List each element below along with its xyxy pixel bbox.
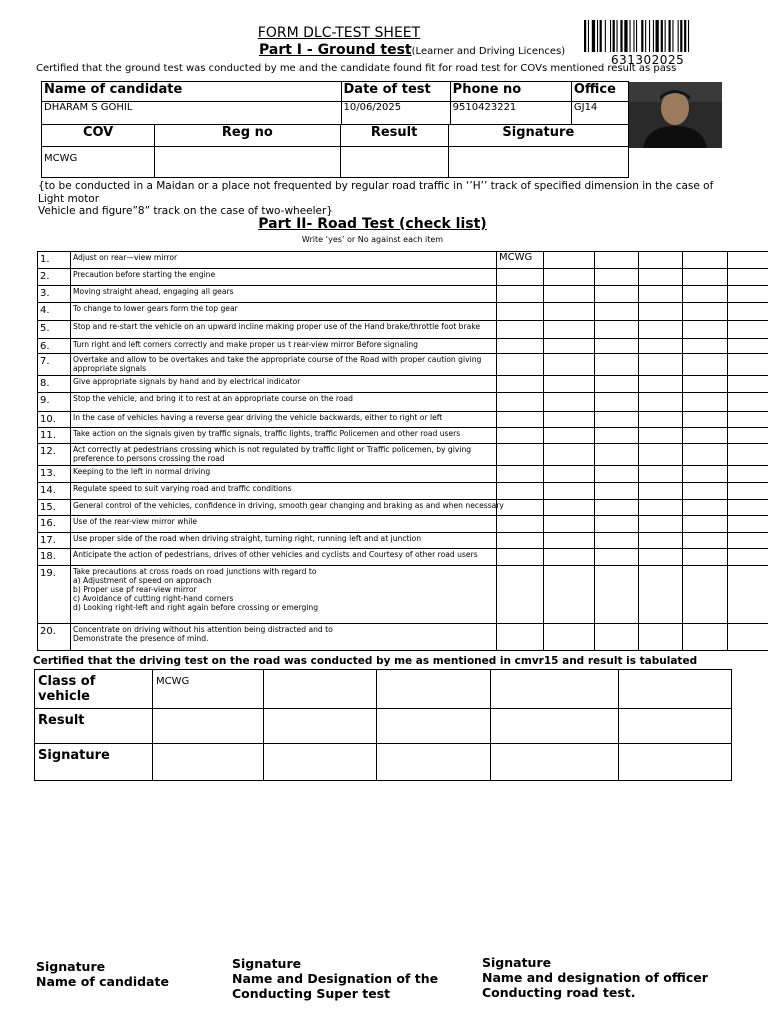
item-text: Turn right and left corners correctly and make proper us t rear-view mirror Before signaling xyxy=(73,340,418,349)
barcode-bar xyxy=(605,20,606,52)
item-text: Give appropriate signals by hand and by electrical indicator xyxy=(73,377,301,386)
super-test-name-line-2: Conducting Super test xyxy=(232,986,391,1001)
check-cell xyxy=(683,624,728,651)
check-cell xyxy=(728,354,768,376)
item-number: 5. xyxy=(38,321,71,339)
road-result-table xyxy=(34,669,732,781)
item19-a: a) Adjustment of speed on approach xyxy=(73,576,212,585)
check-cell xyxy=(683,393,728,412)
checklist-row xyxy=(38,428,768,444)
barcode-bar xyxy=(620,20,622,52)
check-cell xyxy=(595,624,639,651)
check-cell xyxy=(683,412,728,428)
check-cell xyxy=(497,321,544,339)
checklist-row xyxy=(38,466,768,483)
checklist-row xyxy=(38,549,768,566)
check-cell xyxy=(683,354,728,376)
check-cell xyxy=(639,466,683,483)
check-cell xyxy=(595,483,639,500)
check-cell xyxy=(728,483,768,500)
item-description xyxy=(71,533,497,549)
item-text: Overtake and allow to be overtakes and take the appropriate course of the Road with proper caution giving xyxy=(73,355,482,364)
part2-title: Part II- Road Test (check list) xyxy=(258,216,487,232)
super-test-name-line-1: Name and Designation of the xyxy=(232,971,439,986)
barcode-bar xyxy=(645,20,646,52)
check-cell xyxy=(497,269,544,286)
check-cell xyxy=(544,376,595,393)
item-description xyxy=(71,412,497,428)
check-cell xyxy=(728,566,768,624)
item-number: 8. xyxy=(38,376,71,393)
signature-row-label: Signature xyxy=(35,744,153,781)
item-description xyxy=(71,252,497,269)
item-description xyxy=(71,339,497,354)
check-cell xyxy=(544,252,595,269)
test-date: 10/06/2025 xyxy=(341,102,450,125)
item-description xyxy=(71,516,497,533)
item-description xyxy=(71,624,497,651)
item-text: Anticipate the action of pedestrians, drives of other vehicles and cyclists and Courtesy of other road users xyxy=(73,550,478,559)
class-value: MCWG xyxy=(153,670,264,709)
item-number: 20. xyxy=(38,624,71,651)
item-description xyxy=(71,428,497,444)
barcode-bar xyxy=(610,20,611,52)
check-cell xyxy=(683,444,728,466)
barcode-bar xyxy=(633,20,634,52)
item-description xyxy=(71,303,497,321)
candidate-name-label: Name of candidate xyxy=(36,974,169,989)
item-description xyxy=(71,376,497,393)
cov-table xyxy=(41,124,629,178)
date-label: Date of test xyxy=(341,82,450,102)
item-description xyxy=(71,500,504,516)
check-cell xyxy=(544,412,595,428)
check-cell xyxy=(544,354,595,376)
checklist-row xyxy=(38,252,768,269)
candidate-name: DHARAM S GOHIL xyxy=(42,102,342,125)
barcode-bar xyxy=(617,20,618,52)
cov-label: COV xyxy=(42,125,155,147)
check-cell xyxy=(639,339,683,354)
checklist-row xyxy=(38,516,768,533)
checklist-row xyxy=(38,566,768,624)
check-cell xyxy=(595,339,639,354)
check-cell xyxy=(639,500,683,516)
barcode-bar xyxy=(656,20,659,52)
item-text: Moving straight ahead, engaging all gears xyxy=(73,287,234,296)
item-number: 19. xyxy=(38,566,71,624)
check-cell xyxy=(728,286,768,303)
item-number: 16. xyxy=(38,516,71,533)
barcode-bar xyxy=(684,20,686,52)
item19-lead: Take precautions at cross roads on road junctions with regard to xyxy=(73,567,317,576)
checklist-row xyxy=(38,303,768,321)
checklist-row xyxy=(38,483,768,500)
item-number: 14. xyxy=(38,483,71,500)
result-row-label: Result xyxy=(35,709,153,744)
item-text: To change to lower gears form the top gear xyxy=(73,304,238,313)
reg-label: Reg no xyxy=(155,125,340,147)
check-cell xyxy=(683,376,728,393)
item-text: Use of the rear-view mirror while xyxy=(73,517,198,526)
candidate-photo xyxy=(629,82,722,148)
check-cell xyxy=(497,516,544,533)
check-cell xyxy=(728,500,768,516)
item-text: Stop the vehicle, and bring it to rest at an appropriate course on the road xyxy=(73,394,353,403)
barcode-bar xyxy=(630,20,631,52)
officer-name-line-2: Conducting road test. xyxy=(482,985,636,1000)
check-cell xyxy=(639,533,683,549)
check-cell xyxy=(728,376,768,393)
item-description xyxy=(71,466,497,483)
item-text: General control of the vehicles, confidence in driving, smooth gear changing and braking as and when necessary xyxy=(73,501,504,510)
item-description xyxy=(71,549,497,566)
checklist-row xyxy=(38,354,768,376)
check-cell xyxy=(728,428,768,444)
barcode-bar xyxy=(636,20,637,52)
check-cell xyxy=(497,533,544,549)
check-cell xyxy=(683,516,728,533)
check-cell xyxy=(728,252,768,269)
barcode-bar xyxy=(641,20,643,52)
check-cell xyxy=(683,549,728,566)
check-cell xyxy=(544,566,595,624)
check-cell xyxy=(544,303,595,321)
check-cell xyxy=(544,321,595,339)
check-cell xyxy=(595,286,639,303)
checklist-row xyxy=(38,533,768,549)
checklist-row xyxy=(38,412,768,428)
check-cell xyxy=(544,286,595,303)
note-line-1: {to be conducted in a Maidan or a place not frequented by regular road traffic in ‘’H’’ track of specified dimension in the case of Light motor xyxy=(38,180,714,205)
super-test-signature-block xyxy=(232,956,438,1001)
item-description xyxy=(71,444,497,466)
item-text: Stop and re-start the vehicle on an upward incline making proper use of the Hand brake/throttle foot brake xyxy=(73,322,481,331)
item-description xyxy=(71,354,497,376)
check-cell xyxy=(683,321,728,339)
checklist-row xyxy=(38,393,768,412)
check-cell xyxy=(683,252,728,269)
check-cell xyxy=(497,428,544,444)
check-cell xyxy=(497,624,544,651)
check-cell xyxy=(728,533,768,549)
candidate-signature-block xyxy=(36,959,169,989)
form-title: FORM DLC-TEST SHEET xyxy=(257,25,421,41)
item-text: Adjust on rear—view mirror xyxy=(73,253,178,262)
check-cell xyxy=(639,286,683,303)
check-cell xyxy=(639,444,683,466)
check-cell xyxy=(639,566,683,624)
ground-test-note xyxy=(38,180,728,218)
check-cell xyxy=(728,269,768,286)
signature-value xyxy=(448,147,628,178)
check-cell xyxy=(497,483,544,500)
check-cell xyxy=(595,428,639,444)
barcode-bar xyxy=(653,20,654,52)
office-label: Office xyxy=(571,82,628,102)
check-cell xyxy=(544,483,595,500)
item-description xyxy=(71,286,497,303)
candidate-signature-label: Signature xyxy=(36,959,106,974)
checklist-row xyxy=(38,339,768,354)
check-cell xyxy=(595,376,639,393)
note-line-2: Vehicle and figure”8” track on the case of two-wheeler} xyxy=(38,205,333,217)
part1-title xyxy=(259,42,565,58)
check-cell xyxy=(544,549,595,566)
check-cell xyxy=(497,412,544,428)
officer-signature-label: Signature xyxy=(482,955,552,970)
check-cell xyxy=(497,549,544,566)
check-cell xyxy=(595,566,639,624)
item19-b: b) Proper use pf rear-view mirror xyxy=(73,585,197,594)
check-cell xyxy=(497,444,544,466)
barcode-bar xyxy=(680,20,682,52)
check-cell xyxy=(683,500,728,516)
checklist-row xyxy=(38,500,768,516)
check-cell xyxy=(639,428,683,444)
check-cell xyxy=(595,412,639,428)
barcode-bar xyxy=(672,20,673,52)
check-cell xyxy=(544,393,595,412)
checklist-row xyxy=(38,624,768,651)
item-text: In the case of vehicles having a reverse gear driving the vehicle backwards, either to right or left xyxy=(73,413,443,422)
check-cell xyxy=(595,393,639,412)
barcode-bar xyxy=(688,20,689,52)
item-number: 9. xyxy=(38,393,71,412)
check-cell xyxy=(683,286,728,303)
road-test-certification: Certified that the driving test on the road was conducted by me as mentioned in cmvr15 and result is tabulated xyxy=(33,655,698,667)
check-cell xyxy=(728,412,768,428)
officer-name-line-1: Name and designation of officer xyxy=(482,970,708,985)
check-cell xyxy=(728,321,768,339)
item-text-cont: appropriate signals xyxy=(73,364,147,373)
check-cell xyxy=(544,624,595,651)
item-text-cont: preference to persons crossing the road xyxy=(73,454,225,463)
check-cell xyxy=(497,339,544,354)
class-label: Class of vehicle xyxy=(35,670,153,709)
barcode-bar xyxy=(649,20,650,52)
check-cell xyxy=(639,412,683,428)
check-cell xyxy=(728,466,768,483)
check-cell xyxy=(497,376,544,393)
road-checklist-table xyxy=(37,251,768,651)
check-cell xyxy=(639,252,683,269)
super-test-signature-label: Signature xyxy=(232,956,302,971)
check-cell xyxy=(639,303,683,321)
check-cell xyxy=(639,483,683,500)
officer-signature-block xyxy=(482,955,708,1000)
check-cell xyxy=(497,566,544,624)
checklist-row xyxy=(38,269,768,286)
item-text: Act correctly at pedestrians crossing which is not regulated by traffic light or Traffic policemen, by giving xyxy=(73,445,472,454)
check-cell xyxy=(595,466,639,483)
barcode-bar xyxy=(600,20,602,52)
reg-value xyxy=(155,147,340,178)
check-cell xyxy=(544,339,595,354)
item-number: 4. xyxy=(38,303,71,321)
check-cell xyxy=(728,549,768,566)
ground-test-certification: Certified that the ground test was conducted by me and the candidate found fit for road test for COVs mentioned result as pass xyxy=(36,63,677,74)
check-cell xyxy=(595,500,639,516)
check-cell xyxy=(497,303,544,321)
check-cell xyxy=(595,303,639,321)
cov-value: MCWG xyxy=(42,147,155,178)
item-number: 7. xyxy=(38,354,71,376)
barcode-number: 631302025 xyxy=(611,53,685,67)
checklist-row xyxy=(38,376,768,393)
item-number: 18. xyxy=(38,549,71,566)
candidate-table xyxy=(41,81,629,125)
check-cell xyxy=(497,354,544,376)
item-description xyxy=(71,321,497,339)
check-cell xyxy=(595,354,639,376)
check-cell xyxy=(728,339,768,354)
check-cell xyxy=(544,466,595,483)
check-cell xyxy=(639,516,683,533)
check-cell xyxy=(639,624,683,651)
check-cell xyxy=(683,339,728,354)
result-label: Result xyxy=(340,125,448,147)
check-cell xyxy=(595,444,639,466)
item-number: 1. xyxy=(38,252,71,269)
item-number: 3. xyxy=(38,286,71,303)
check-cell xyxy=(639,354,683,376)
office-code: GJ14 xyxy=(571,102,628,125)
item-description xyxy=(71,269,497,286)
item-number: 12. xyxy=(38,444,71,466)
item-number: 13. xyxy=(38,466,71,483)
checklist-row xyxy=(38,444,768,466)
item-number: 11. xyxy=(38,428,71,444)
check-cell xyxy=(595,269,639,286)
item-number: 2. xyxy=(38,269,71,286)
check-cell xyxy=(497,286,544,303)
check-cell xyxy=(595,549,639,566)
barcode-bar xyxy=(588,20,589,52)
item-text: Take action on the signals given by traffic signals, traffic lights, traffic Policemen and other road users xyxy=(73,429,461,438)
name-label: Name of candidate xyxy=(42,82,342,102)
check-cell xyxy=(639,393,683,412)
check-cell xyxy=(683,303,728,321)
check-cell xyxy=(595,321,639,339)
check-cell xyxy=(683,466,728,483)
barcode-bar xyxy=(661,20,663,52)
first-cov: MCWG xyxy=(497,252,544,269)
check-cell xyxy=(639,376,683,393)
barcode-bar xyxy=(665,20,666,52)
checklist-row xyxy=(38,321,768,339)
item-description xyxy=(71,393,497,412)
check-cell xyxy=(639,269,683,286)
item20-line2: Demonstrate the presence of mind. xyxy=(73,634,209,643)
check-cell xyxy=(728,303,768,321)
check-cell xyxy=(544,516,595,533)
part2-subtitle: Write ‘yes’ or No against each item xyxy=(301,235,444,244)
phone-number: 9510423221 xyxy=(450,102,571,125)
item-number: 15. xyxy=(38,500,71,516)
check-cell xyxy=(497,466,544,483)
item-number: 6. xyxy=(38,339,71,354)
barcode-bar xyxy=(678,20,679,52)
person-icon xyxy=(629,82,722,148)
check-cell xyxy=(639,549,683,566)
barcode-bar xyxy=(584,20,586,52)
check-cell xyxy=(544,428,595,444)
signature-label: Signature xyxy=(448,125,628,147)
checklist-row xyxy=(38,286,768,303)
result-value xyxy=(340,147,448,178)
barcode-bar xyxy=(597,20,598,52)
check-cell xyxy=(683,428,728,444)
check-cell xyxy=(544,500,595,516)
check-cell xyxy=(595,252,639,269)
check-cell xyxy=(544,533,595,549)
check-cell xyxy=(728,516,768,533)
part1-heading: Part I - Ground test xyxy=(259,42,412,58)
check-cell xyxy=(728,393,768,412)
item19-c: c) Avoidance of cutting right-hand corners xyxy=(73,594,234,603)
barcode-icon xyxy=(584,20,724,52)
check-cell xyxy=(683,566,728,624)
barcode-bar xyxy=(669,20,671,52)
check-cell xyxy=(683,269,728,286)
barcode-bar xyxy=(592,20,595,52)
item-text: Use proper side of the road when driving straight, turning right, running left and at junction xyxy=(73,534,422,543)
item19-d: d) Looking right-left and right again before crossing or emerging xyxy=(73,603,319,612)
check-cell xyxy=(728,624,768,651)
phone-label: Phone no xyxy=(450,82,571,102)
item-number: 10. xyxy=(38,412,71,428)
check-cell xyxy=(497,393,544,412)
part1-note: (Learner and Driving Licences) xyxy=(411,46,566,57)
check-cell xyxy=(595,533,639,549)
check-cell xyxy=(544,444,595,466)
item-text: Keeping to the left in normal driving xyxy=(73,467,211,476)
item-number: 17. xyxy=(38,533,71,549)
item-text: Precaution before starting the engine xyxy=(73,270,216,279)
barcode-bar xyxy=(624,20,627,52)
check-cell xyxy=(595,516,639,533)
check-cell xyxy=(683,483,728,500)
check-cell xyxy=(639,321,683,339)
item-description xyxy=(71,483,497,500)
item-text: Regulate speed to suit varying road and traffic conditions xyxy=(73,484,292,493)
check-cell xyxy=(544,269,595,286)
check-cell xyxy=(683,533,728,549)
item20-line1: Concentrate on driving without his attention being distracted and to xyxy=(73,625,333,634)
barcode-bar xyxy=(613,20,615,52)
check-cell xyxy=(728,444,768,466)
item-description xyxy=(71,566,497,624)
